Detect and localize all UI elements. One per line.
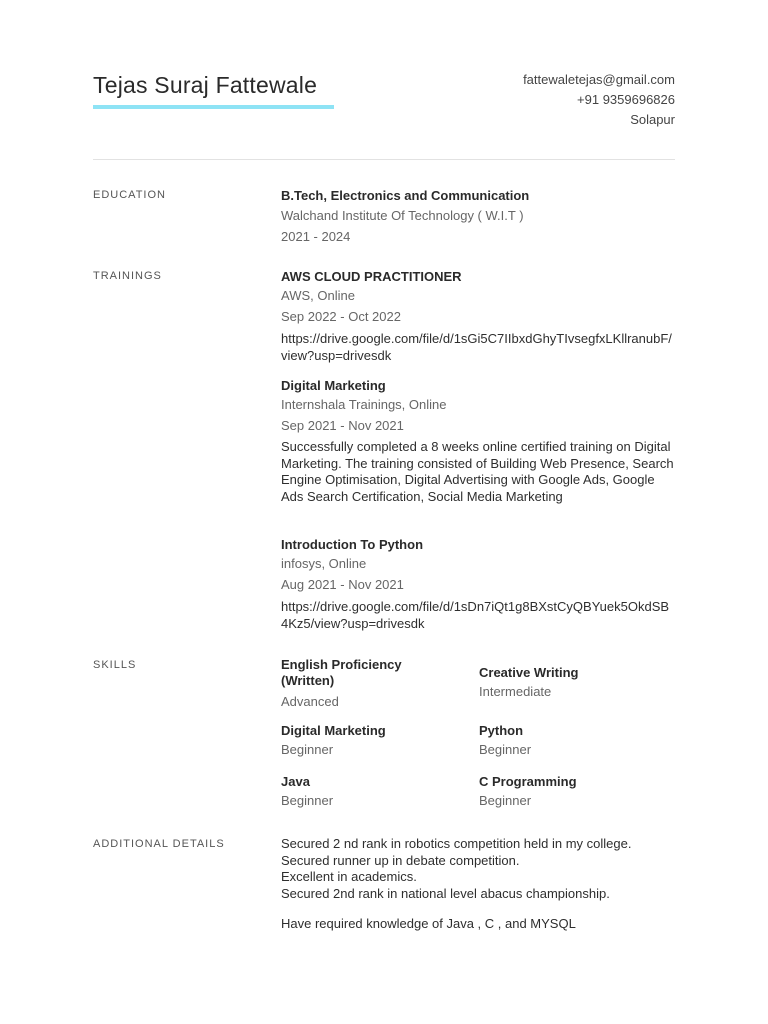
contact-location: Solapur: [630, 112, 675, 127]
training-item: [281, 377, 675, 505]
skill-level: Intermediate: [479, 684, 552, 699]
skill-name: English Proficiency (Written): [281, 657, 402, 688]
education-section: [281, 187, 675, 247]
training-certificate-link[interactable]: https://drive.google.com/file/d/1sDn7iQt1g8BXstCyQBYuek5OkdSB4Kz5/view?usp=drivesdk: [281, 599, 670, 631]
additional-detail-line: Secured 2nd rank in national level abacus championship.: [281, 885, 610, 901]
education-label: EDUCATION: [93, 189, 166, 201]
trainings-label: TRAININGS: [93, 270, 162, 282]
additional-detail-line: Secured runner up in debate competition.: [281, 852, 520, 868]
skill-name: Python: [479, 723, 524, 738]
skill-item: [479, 665, 659, 702]
skill-name: Creative Writing: [479, 665, 579, 680]
contact-email[interactable]: fattewaletejas@gmail.com: [523, 72, 675, 87]
additional-detail-line: Secured 2 nd rank in robotics competition held in my college.: [281, 836, 632, 851]
contact-phone[interactable]: +91 9359696826: [577, 92, 675, 107]
training-dates: Aug 2021 - Nov 2021: [281, 577, 404, 592]
skill-name: Digital Marketing: [281, 723, 386, 738]
skill-level: Advanced: [281, 694, 339, 709]
skill-level: Beginner: [479, 793, 532, 808]
skill-level: Beginner: [479, 742, 532, 757]
additional-detail-line: Excellent in academics.: [281, 869, 417, 884]
candidate-name: Tejas Suraj Fattewale: [93, 72, 318, 98]
training-dates: Sep 2021 - Nov 2021: [281, 418, 404, 433]
training-item: [281, 536, 675, 632]
training-title: AWS CLOUD PRACTITIONER: [281, 269, 462, 284]
training-title: Digital Marketing: [281, 378, 386, 393]
additional-details-section: [281, 836, 675, 933]
name-underline: [93, 105, 334, 109]
training-title: Introduction To Python: [281, 537, 424, 552]
education-degree: B.Tech, Electronics and Communication: [281, 188, 530, 203]
resume-header: [93, 70, 675, 130]
training-description: Successfully completed a 8 weeks online certified training on Digital Marketing. The training consisted of Building Web Presence, Search Engine Optimisation, Digital Advertising with Google Ads, Google Ads Search Certification, Social Media Marketing: [281, 439, 674, 504]
education-school: Walchand Institute Of Technology ( W.I.T ): [281, 208, 524, 223]
additional-details-label: ADDITIONAL DETAILS: [93, 838, 225, 850]
training-certificate-link[interactable]: https://drive.google.com/file/d/1sGi5C7IIbxdGhyTIvsegfxLKllranubF/view?usp=drivesdk: [281, 331, 672, 363]
skill-item: [281, 723, 461, 760]
education-dates: 2021 - 2024: [281, 229, 351, 244]
skill-name: C Programming: [479, 774, 577, 789]
skill-item: [281, 657, 441, 712]
skill-level: Beginner: [281, 793, 334, 808]
skill-item: [479, 774, 659, 811]
skill-level: Beginner: [281, 742, 334, 757]
training-provider: infosys, Online: [281, 556, 367, 571]
skills-label: SKILLS: [93, 659, 137, 671]
skill-item: [479, 723, 659, 760]
training-provider: AWS, Online: [281, 288, 355, 303]
training-dates: Sep 2022 - Oct 2022: [281, 309, 401, 324]
header-divider: [93, 159, 675, 160]
skill-name: Java: [281, 774, 310, 789]
training-item: [281, 268, 675, 364]
contact-block: [523, 70, 675, 130]
skill-item: [281, 774, 461, 811]
additional-note: Have required knowledge of Java , C , and MYSQL: [281, 916, 576, 931]
training-provider: Internshala Trainings, Online: [281, 397, 447, 412]
